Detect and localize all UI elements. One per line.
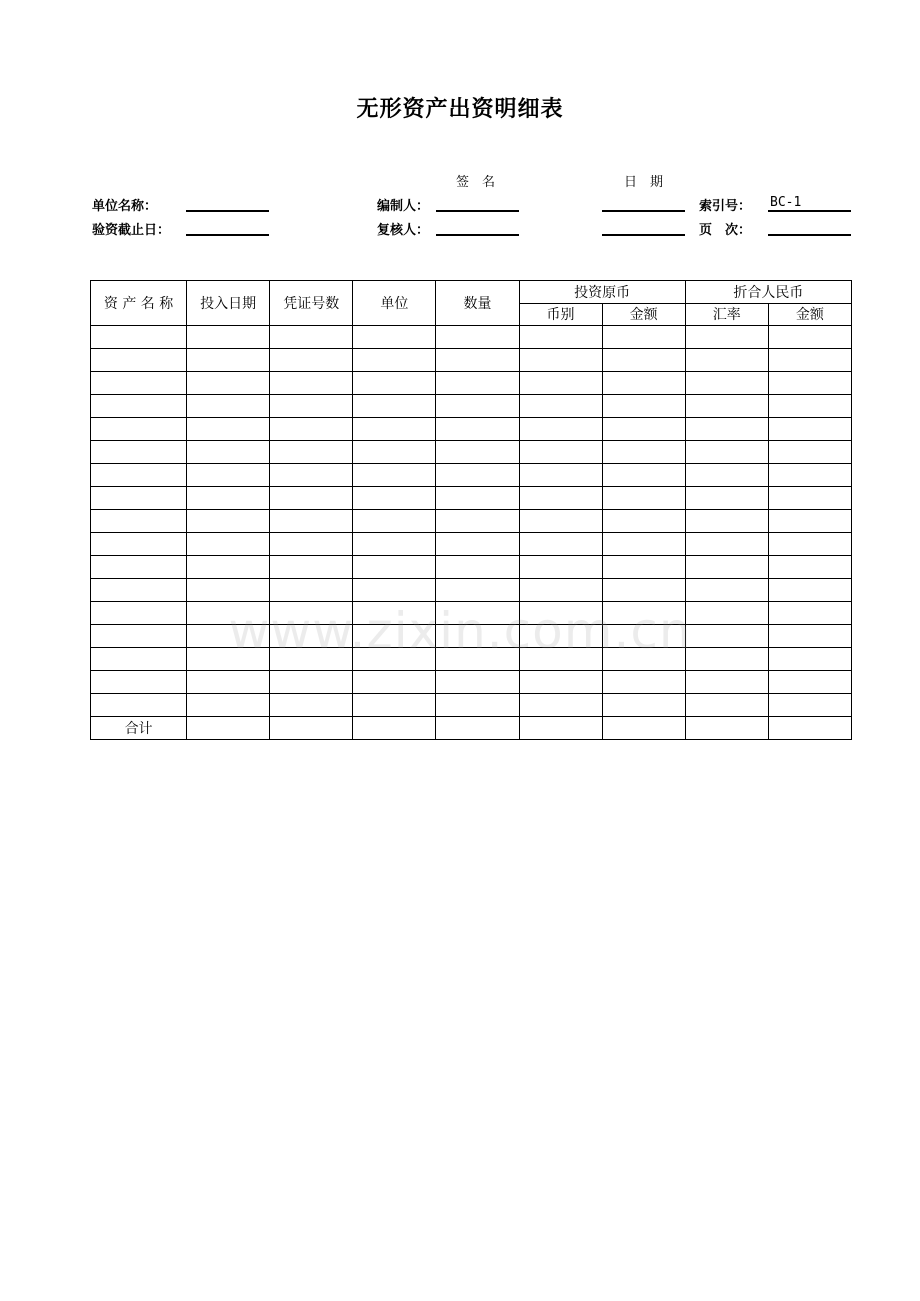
table-cell[interactable] xyxy=(187,418,270,441)
table-row xyxy=(91,556,852,579)
table-cell[interactable] xyxy=(91,349,187,372)
reviewer-date-field[interactable] xyxy=(602,234,685,236)
table-cell[interactable] xyxy=(602,694,685,717)
total-cell[interactable] xyxy=(602,717,685,740)
header-invest-date: 投入日期 xyxy=(187,281,270,326)
table-cell[interactable] xyxy=(519,326,602,349)
table-cell[interactable] xyxy=(768,533,851,556)
table-cell[interactable] xyxy=(685,579,768,602)
table-cell[interactable] xyxy=(436,487,519,510)
table-cell[interactable] xyxy=(353,372,436,395)
table-row xyxy=(91,372,852,395)
table-cell[interactable] xyxy=(270,487,353,510)
table-cell[interactable] xyxy=(436,694,519,717)
table-cell[interactable] xyxy=(91,671,187,694)
table-cell[interactable] xyxy=(602,671,685,694)
table-cell[interactable] xyxy=(519,418,602,441)
table-cell[interactable] xyxy=(187,579,270,602)
table-cell[interactable] xyxy=(768,487,851,510)
preparer-sign-field[interactable] xyxy=(436,210,519,212)
table-cell[interactable] xyxy=(353,441,436,464)
table-cell[interactable] xyxy=(187,671,270,694)
header-asset-name: 资 产 名 称 xyxy=(91,281,187,326)
table-cell[interactable] xyxy=(353,395,436,418)
table-cell[interactable] xyxy=(685,372,768,395)
table-cell[interactable] xyxy=(602,556,685,579)
page-title: 无形资产出资明细表 xyxy=(356,96,564,122)
table-cell[interactable] xyxy=(685,395,768,418)
table-cell[interactable] xyxy=(436,464,519,487)
table-row xyxy=(91,326,852,349)
index-value: BC-1 xyxy=(770,195,802,210)
table-cell[interactable] xyxy=(602,464,685,487)
table-cell[interactable] xyxy=(353,487,436,510)
table-cell[interactable] xyxy=(270,418,353,441)
table-cell[interactable] xyxy=(353,510,436,533)
table-cell[interactable] xyxy=(270,694,353,717)
table-cell[interactable] xyxy=(685,510,768,533)
table-row xyxy=(91,395,852,418)
table-cell[interactable] xyxy=(91,326,187,349)
table-cell[interactable] xyxy=(602,372,685,395)
table-cell[interactable] xyxy=(436,510,519,533)
table-cell[interactable] xyxy=(436,395,519,418)
table-cell[interactable] xyxy=(519,579,602,602)
table-cell[interactable] xyxy=(685,671,768,694)
table-cell[interactable] xyxy=(91,372,187,395)
table-cell[interactable] xyxy=(436,349,519,372)
reviewer-sign-field[interactable] xyxy=(436,234,519,236)
table-cell[interactable] xyxy=(685,533,768,556)
table-cell[interactable] xyxy=(602,487,685,510)
table-cell[interactable] xyxy=(685,441,768,464)
table-cell[interactable] xyxy=(436,533,519,556)
table-cell[interactable] xyxy=(91,694,187,717)
table-cell[interactable] xyxy=(685,349,768,372)
table-cell[interactable] xyxy=(685,326,768,349)
cutoff-date-label: 验资截止日： xyxy=(92,223,171,238)
table-cell[interactable] xyxy=(353,579,436,602)
table-cell[interactable] xyxy=(91,487,187,510)
table-cell[interactable] xyxy=(187,349,270,372)
total-cell[interactable] xyxy=(187,717,270,740)
cutoff-date-field[interactable] xyxy=(186,234,269,236)
table-cell[interactable] xyxy=(270,556,353,579)
table-cell[interactable] xyxy=(187,395,270,418)
table-cell[interactable] xyxy=(436,556,519,579)
table-cell[interactable] xyxy=(768,464,851,487)
header-voucher-no: 凭证号数 xyxy=(270,281,353,326)
table-row xyxy=(91,487,852,510)
table-cell[interactable] xyxy=(519,395,602,418)
page-label: 页 次： xyxy=(699,223,752,238)
table-cell[interactable] xyxy=(270,464,353,487)
table-cell[interactable] xyxy=(519,556,602,579)
table-cell[interactable] xyxy=(353,326,436,349)
table-cell[interactable] xyxy=(685,556,768,579)
asset-detail-table xyxy=(90,280,852,740)
table-cell[interactable] xyxy=(187,533,270,556)
table-cell[interactable] xyxy=(602,395,685,418)
table-cell[interactable] xyxy=(602,326,685,349)
preparer-date-field[interactable] xyxy=(602,210,685,212)
table-cell[interactable] xyxy=(353,418,436,441)
table-cell[interactable] xyxy=(187,441,270,464)
table-row xyxy=(91,694,852,717)
table-cell[interactable] xyxy=(685,464,768,487)
table-cell[interactable] xyxy=(768,349,851,372)
table-row xyxy=(91,671,852,694)
index-label: 索引号： xyxy=(699,199,752,214)
total-cell[interactable] xyxy=(353,717,436,740)
header-currency-type: 币别 xyxy=(519,303,602,326)
table-cell[interactable] xyxy=(91,579,187,602)
table-row xyxy=(91,441,852,464)
table-cell[interactable] xyxy=(91,464,187,487)
table-cell[interactable] xyxy=(602,510,685,533)
table-cell[interactable] xyxy=(768,395,851,418)
table-cell[interactable] xyxy=(602,533,685,556)
date-header: 日 期 xyxy=(624,175,664,190)
table-cell[interactable] xyxy=(91,395,187,418)
table-cell[interactable] xyxy=(91,418,187,441)
table-cell[interactable] xyxy=(353,464,436,487)
table-row xyxy=(91,464,852,487)
table-cell[interactable] xyxy=(270,579,353,602)
index-field[interactable] xyxy=(768,210,851,212)
table-cell[interactable] xyxy=(519,441,602,464)
table-cell[interactable] xyxy=(436,372,519,395)
table-cell[interactable] xyxy=(768,556,851,579)
table-cell[interactable] xyxy=(187,694,270,717)
table-cell[interactable] xyxy=(768,441,851,464)
table-cell[interactable] xyxy=(519,671,602,694)
total-cell[interactable] xyxy=(436,717,519,740)
reviewer-label: 复核人： xyxy=(377,223,430,238)
table-cell[interactable] xyxy=(187,326,270,349)
header-rmb: 折合人民币 xyxy=(685,281,851,304)
table-cell[interactable] xyxy=(187,487,270,510)
table-cell[interactable] xyxy=(353,671,436,694)
table-cell[interactable] xyxy=(768,510,851,533)
table-cell[interactable] xyxy=(519,510,602,533)
header-amount: 金额 xyxy=(602,303,685,326)
header-rmb-amount: 金额 xyxy=(768,303,851,326)
header-exchange-rate: 汇率 xyxy=(685,303,768,326)
table-cell[interactable] xyxy=(187,464,270,487)
table-cell[interactable] xyxy=(353,694,436,717)
header-quantity: 数量 xyxy=(436,281,519,326)
table-cell[interactable] xyxy=(436,418,519,441)
table-cell[interactable] xyxy=(353,349,436,372)
table-cell[interactable] xyxy=(519,533,602,556)
table-cell[interactable] xyxy=(519,349,602,372)
table-cell[interactable] xyxy=(602,349,685,372)
table-cell[interactable] xyxy=(436,579,519,602)
table-cell[interactable] xyxy=(602,441,685,464)
table-cell[interactable] xyxy=(91,533,187,556)
table-cell[interactable] xyxy=(685,418,768,441)
sign-header: 签 名 xyxy=(456,175,496,190)
table-cell[interactable] xyxy=(436,671,519,694)
table-cell[interactable] xyxy=(519,694,602,717)
table-cell[interactable] xyxy=(436,326,519,349)
total-cell[interactable] xyxy=(685,717,768,740)
table-cell[interactable] xyxy=(353,556,436,579)
table-cell[interactable] xyxy=(270,671,353,694)
table-cell[interactable] xyxy=(91,556,187,579)
table-cell[interactable] xyxy=(91,441,187,464)
table-cell[interactable] xyxy=(270,372,353,395)
total-cell[interactable] xyxy=(270,717,353,740)
table-row xyxy=(91,533,852,556)
total-row xyxy=(91,717,852,740)
table-cell[interactable] xyxy=(353,533,436,556)
table-cell[interactable] xyxy=(270,326,353,349)
table-cell[interactable] xyxy=(768,372,851,395)
table-row xyxy=(91,349,852,372)
header-original-currency: 投资原币 xyxy=(519,281,685,304)
table-cell[interactable] xyxy=(270,510,353,533)
table-cell[interactable] xyxy=(270,395,353,418)
preparer-label: 编制人： xyxy=(377,199,430,214)
table-cell[interactable] xyxy=(270,349,353,372)
header-unit: 单位 xyxy=(353,281,436,326)
table-cell[interactable] xyxy=(768,671,851,694)
table-cell[interactable] xyxy=(91,510,187,533)
table-cell[interactable] xyxy=(187,556,270,579)
unit-name-label: 单位名称： xyxy=(92,199,158,214)
total-cell[interactable] xyxy=(519,717,602,740)
table-row xyxy=(91,579,852,602)
unit-name-field[interactable] xyxy=(186,210,269,212)
table-cell[interactable] xyxy=(768,694,851,717)
table-cell[interactable] xyxy=(602,418,685,441)
table-cell[interactable] xyxy=(768,418,851,441)
table-cell[interactable] xyxy=(519,372,602,395)
watermark: www.zixin.com.cn xyxy=(228,602,692,660)
total-cell[interactable] xyxy=(768,717,851,740)
table-cell[interactable] xyxy=(187,372,270,395)
table-cell[interactable] xyxy=(270,441,353,464)
table-body xyxy=(91,326,852,740)
table-cell[interactable] xyxy=(519,487,602,510)
table-row xyxy=(91,418,852,441)
table-cell[interactable] xyxy=(187,510,270,533)
table-cell[interactable] xyxy=(685,487,768,510)
table-cell[interactable] xyxy=(602,579,685,602)
table-cell[interactable] xyxy=(519,464,602,487)
table-cell[interactable] xyxy=(270,533,353,556)
table-cell[interactable] xyxy=(436,441,519,464)
table-cell[interactable] xyxy=(768,326,851,349)
table-cell[interactable] xyxy=(685,694,768,717)
table-row xyxy=(91,510,852,533)
table-cell[interactable] xyxy=(768,579,851,602)
page-field[interactable] xyxy=(768,234,851,236)
total-label: 合计 xyxy=(91,717,187,740)
